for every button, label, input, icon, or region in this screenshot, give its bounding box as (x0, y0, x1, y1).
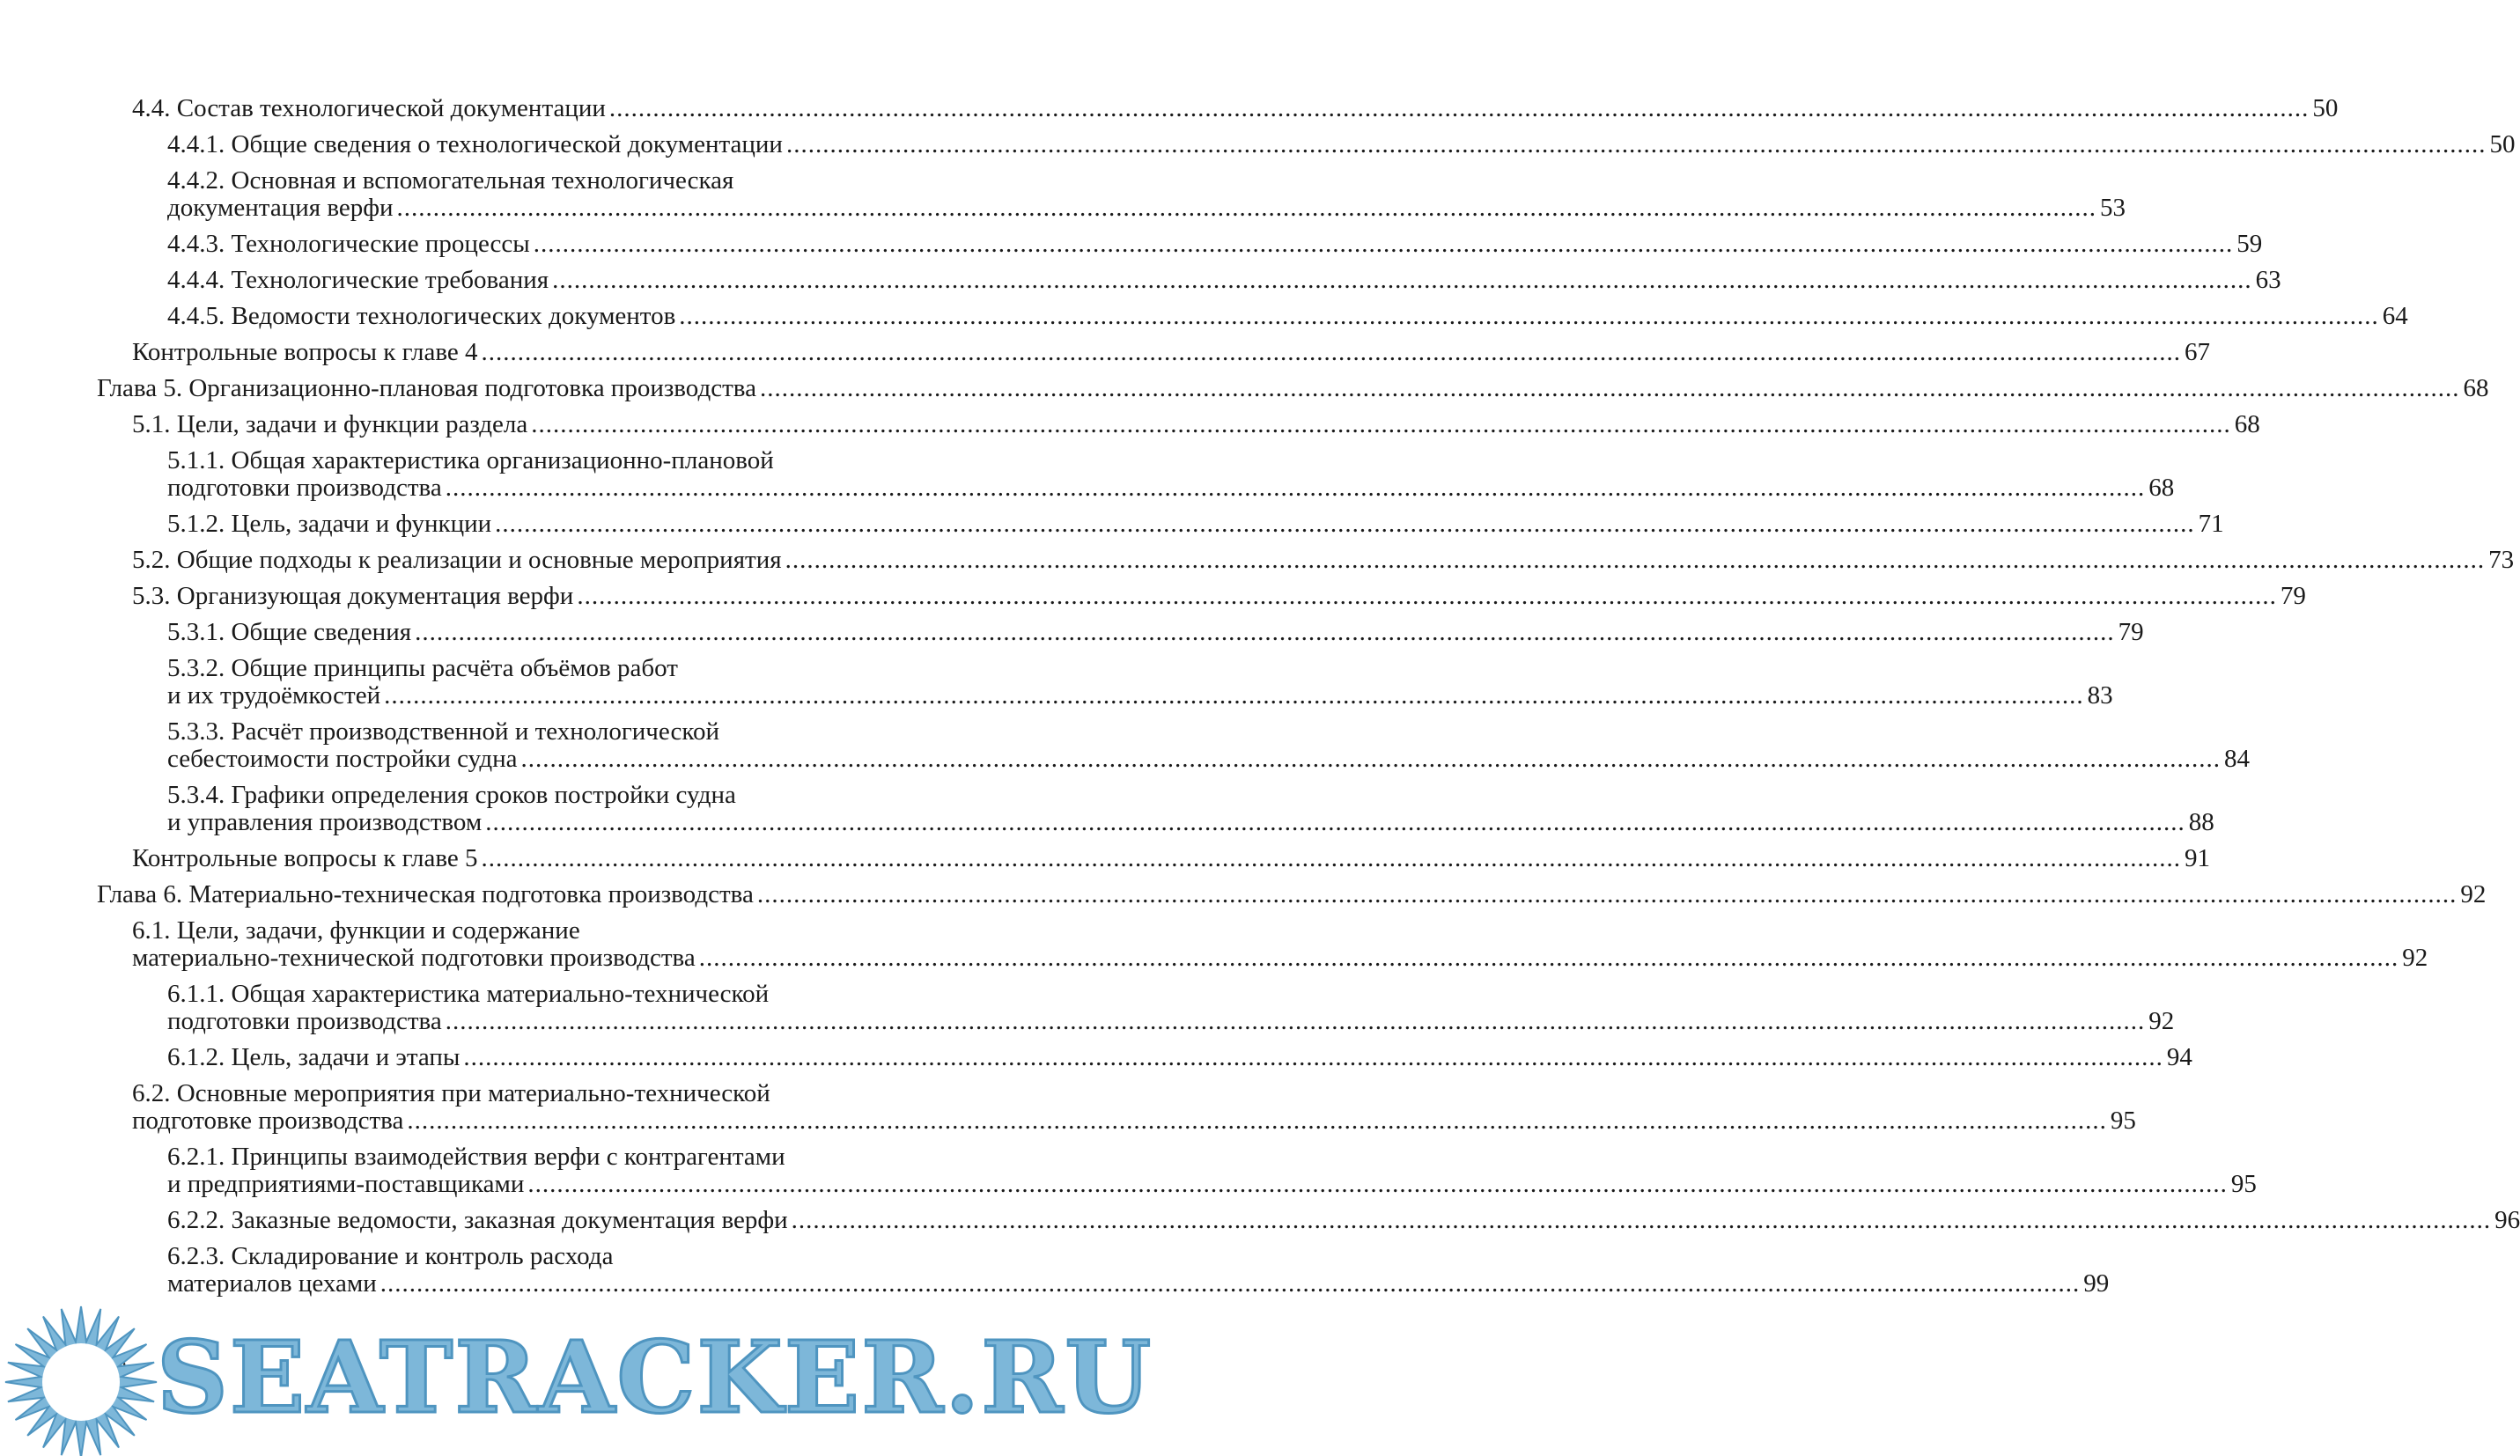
toc-page-number: 79 (2280, 582, 2306, 610)
toc-page-number: 92 (2402, 944, 2428, 972)
toc-page-number: 68 (2148, 474, 2175, 502)
toc-leader-dots (531, 411, 2231, 438)
toc-entry[interactable] (0, 916, 2428, 981)
toc-leader-dots (407, 1107, 2107, 1135)
toc-entry-title: 6.2.2. Заказные ведомости, заказная документация верфи (167, 1206, 788, 1234)
toc-entry-title: 5.3. Организующая документация верфи (132, 582, 574, 610)
toc-page-number: 96 (2494, 1206, 2520, 1234)
toc-page-number: 53 (2100, 194, 2126, 222)
toc-entry[interactable] (0, 266, 2281, 303)
toc-entry-title: 5.3.4. Графики определения сроков постройки судна (167, 781, 736, 809)
toc-page-number: 83 (2087, 681, 2113, 710)
toc-entry-title: 5.3.2. Общие принципы расчёта объёмов работ (167, 654, 678, 682)
table-of-contents (0, 94, 2520, 1306)
toc-entry[interactable] (0, 546, 2515, 583)
toc-page-number: 94 (2166, 1043, 2192, 1071)
toc-entry[interactable] (0, 166, 2126, 231)
watermark-text: SEATRACKER.RU (157, 1320, 1153, 1436)
sun-center (42, 1343, 120, 1421)
toc-entry[interactable] (0, 94, 2339, 131)
toc-entry-title: 4.4.2. Основная и вспомогательная технологическая (167, 166, 734, 195)
toc-leader-dots (495, 511, 2195, 538)
toc-page-number: 59 (2236, 230, 2263, 258)
toc-leader-dots (786, 131, 2487, 158)
toc-leader-dots (609, 95, 2310, 122)
toc-page-number: 71 (2198, 510, 2224, 538)
toc-entry-title: 5.1. Цели, задачи и функции раздела (132, 410, 528, 438)
toc-entry-title: подготовке производства (132, 1107, 404, 1135)
toc-entry-title: подготовки производства (167, 474, 442, 502)
toc-page-number: 79 (2118, 618, 2144, 646)
toc-entry-title: и управления производством (167, 808, 483, 836)
toc-entry[interactable] (0, 844, 2210, 881)
toc-entry-title: 5.2. Общие подходы к реализации и основные мероприятия (132, 546, 782, 574)
toc-entry[interactable] (0, 1079, 2136, 1143)
toc-entry-title: 6.2.3. Складирование и контроль расхода (167, 1242, 614, 1270)
toc-entry-title: 5.3.1. Общие сведения (167, 618, 412, 646)
toc-entry-title: Контрольные вопросы к главе 5 (132, 844, 478, 872)
toc-entry[interactable] (0, 717, 2250, 782)
toc-entry-title: 5.1.1. Общая характеристика организационно-плановой (167, 446, 774, 474)
toc-entry-title: Глава 6. Материально-техническая подготовка производства (97, 880, 754, 908)
toc-entry-title: 6.2. Основные мероприятия при материально-технической (132, 1079, 770, 1107)
toc-entry-title: 6.1.2. Цель, задачи и этапы (167, 1043, 461, 1071)
toc-entry[interactable] (0, 781, 2214, 845)
toc-entry[interactable] (0, 1242, 2110, 1306)
toc-page-number: 68 (2234, 410, 2260, 438)
toc-entry-title: 4.4.5. Ведомости технологических документов (167, 302, 676, 330)
toc-leader-dots (446, 474, 2146, 502)
toc-page-number: 88 (2188, 808, 2214, 836)
toc-page-number: 50 (2312, 94, 2339, 122)
toc-entry[interactable] (0, 130, 2516, 167)
toc-entry-title: себестоимости постройки судна (167, 745, 518, 773)
toc-leader-dots (397, 195, 2097, 222)
toc-entry-title: материалов цехами (167, 1269, 377, 1298)
toc-leader-dots (534, 231, 2234, 258)
toc-leader-dots (527, 1171, 2228, 1198)
toc-page-number: 68 (2463, 374, 2489, 402)
toc-entry[interactable] (0, 230, 2263, 267)
toc-leader-dots (415, 619, 2115, 646)
toc-entry[interactable] (0, 1206, 2520, 1243)
toc-leader-dots (757, 881, 2457, 908)
toc-entry[interactable] (0, 880, 2487, 917)
toc-leader-dots (785, 547, 2486, 574)
toc-leader-dots (481, 339, 2181, 366)
toc-entry-title: 6.1. Цели, задачи, функции и содержание (132, 916, 580, 945)
toc-leader-dots (485, 809, 2185, 836)
toc-entry-title: 6.2.1. Принципы взаимодействия верфи с контрагентами (167, 1143, 785, 1171)
toc-entry-title: документация верфи (167, 194, 394, 222)
toc-entry-title: 4.4. Состав технологической документации (132, 94, 606, 122)
toc-leader-dots (463, 1044, 2163, 1071)
toc-entry[interactable] (0, 1043, 2192, 1080)
toc-entry[interactable] (0, 302, 2408, 339)
toc-leader-dots (380, 1270, 2081, 1298)
toc-leader-dots (481, 845, 2181, 872)
toc-page-number: 67 (2184, 338, 2210, 366)
toc-leader-dots (552, 267, 2252, 294)
toc-leader-dots (384, 682, 2084, 710)
toc-entry[interactable] (0, 374, 2489, 411)
toc-entry-title: подготовки производства (167, 1007, 442, 1035)
toc-entry-title: материально-технической подготовки производства (132, 944, 696, 972)
toc-leader-dots (446, 1008, 2146, 1035)
toc-entry[interactable] (0, 980, 2175, 1044)
toc-page-number: 63 (2255, 266, 2281, 294)
toc-entry-title: и их трудоёмкостей (167, 681, 381, 710)
toc-page-number: 73 (2488, 546, 2515, 574)
toc-page-number: 92 (2148, 1007, 2175, 1035)
toc-page-number: 95 (2110, 1107, 2136, 1135)
toc-page-number: 92 (2460, 880, 2487, 908)
toc-entry[interactable] (0, 338, 2210, 375)
toc-page-number: 64 (2382, 302, 2408, 330)
toc-leader-dots (699, 945, 2399, 972)
toc-entry[interactable] (0, 654, 2113, 718)
toc-entry[interactable] (0, 510, 2224, 547)
toc-entry[interactable] (0, 582, 2306, 619)
toc-entry-title: 4.4.1. Общие сведения о технологической документации (167, 130, 783, 158)
toc-entry[interactable] (0, 1143, 2257, 1207)
toc-entry[interactable] (0, 618, 2144, 655)
toc-entry-title: 6.1.1. Общая характеристика материально-технической (167, 980, 770, 1008)
toc-page-number: 95 (2230, 1170, 2257, 1198)
toc-page-number: 84 (2223, 745, 2250, 773)
toc-entry-title: Контрольные вопросы к главе 4 (132, 338, 478, 366)
toc-leader-dots (520, 746, 2221, 773)
toc-leader-dots (679, 303, 2379, 330)
toc-leader-dots (760, 375, 2460, 402)
toc-page-number: 99 (2083, 1269, 2110, 1298)
toc-entry-title: Глава 5. Организационно-плановая подготовка производства (97, 374, 756, 402)
toc-entry-title: 5.3.3. Расчёт производственной и технологической (167, 717, 719, 746)
toc-entry-title: 5.1.2. Цель, задачи и функции (167, 510, 492, 538)
toc-entry[interactable] (0, 446, 2175, 511)
toc-entry[interactable] (0, 410, 2260, 447)
toc-entry-title: и предприятиями-поставщиками (167, 1170, 525, 1198)
toc-leader-dots (792, 1207, 2492, 1234)
toc-entry-title: 4.4.4. Технологические требования (167, 266, 549, 294)
toc-leader-dots (577, 583, 2277, 610)
toc-page-number: 50 (2489, 130, 2516, 158)
toc-page-number: 91 (2184, 844, 2210, 872)
toc-entry-title: 4.4.3. Технологические процессы (167, 230, 530, 258)
